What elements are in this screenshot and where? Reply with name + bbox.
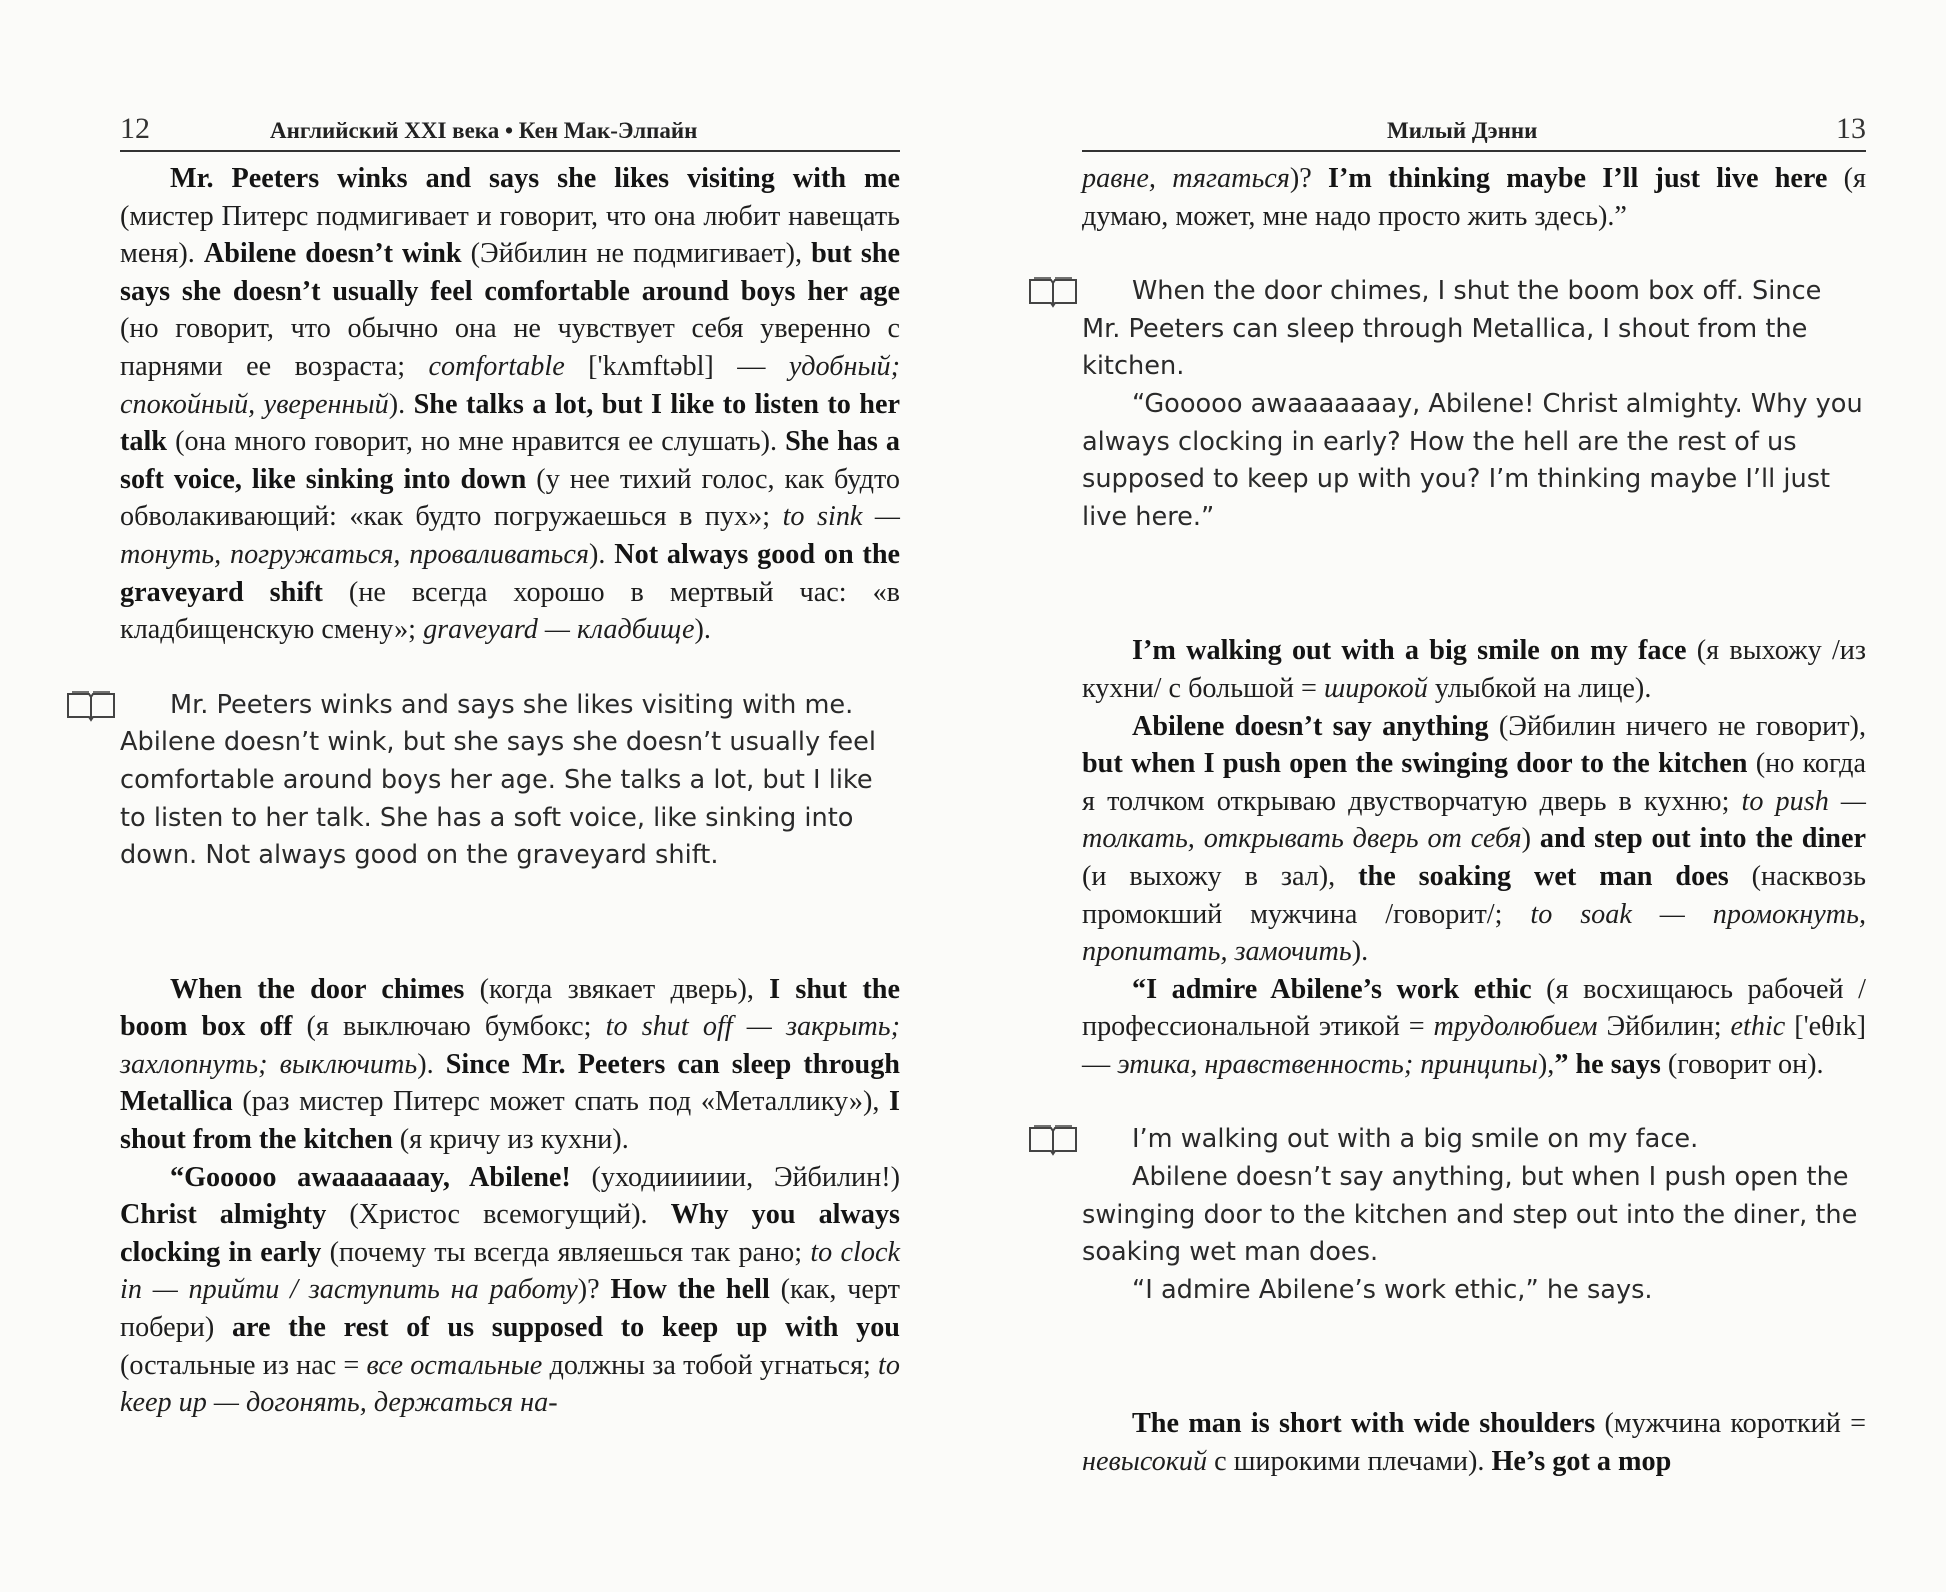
translation-text: (я выключаю бумбокс;: [292, 1011, 606, 1043]
dictionary-note: comfortable: [428, 350, 565, 382]
running-title: Милый Дэнни: [1387, 118, 1538, 143]
annotated-paragraph: [1082, 1405, 1866, 1480]
english-phrase: Since Mr. Peeters can sleep through Metallica: [120, 1048, 900, 1118]
english-phrase: I shut the boom box off: [120, 973, 900, 1043]
plain-text-block: [1082, 1121, 1866, 1309]
translation-text: (остальные из нас =: [120, 1349, 367, 1381]
translation-text: (я думаю, может, мне надо просто жить здесь).”: [1082, 163, 1867, 232]
dictionary-note: ethic: [1730, 1011, 1786, 1043]
english-phrase: “Gooooo awaaaaaaay, Abilene!: [170, 1161, 571, 1193]
dictionary-note: to clock in — прийти / заступить на работу: [120, 1236, 900, 1306]
english-text: Mr. Peeters winks and says she likes visiting with me. Abilene doesn’t wink, but she says she doesn’t usually feel comfortable around boys her age. She talks a lot, but I like to listen to her talk. She has a soft voice, like sinking into down. Not always good on the graveyard shift.: [120, 689, 876, 871]
right-page-header: [1082, 106, 1866, 152]
annotated-text: [120, 971, 900, 1159]
annotated-paragraph: [1082, 160, 1866, 235]
dictionary-note: to shut off — закрыть; захлопнуть; выключить: [120, 1011, 901, 1080]
english-phrase: Abilene doesn’t wink: [203, 238, 462, 270]
annotated-paragraph: [1082, 632, 1866, 1083]
english-phrase: the soaking wet man does: [1358, 860, 1729, 892]
translation-text: ): [1521, 823, 1540, 855]
page-number: 12: [120, 112, 150, 145]
translation-text: (Эйбилин ничего не говорит),: [1488, 710, 1866, 742]
english-text: When the door chimes, I shut the boom box off. Since Mr. Peeters can sleep through Metallica, I shout from the kitchen.: [1082, 276, 1822, 382]
translation-text: (не всегда хорошо в мертвый час: «в кладбищенскую смену»;: [120, 576, 900, 646]
dictionary-note: to soak — промокнуть, пропитать, замочить: [1082, 898, 1866, 968]
dictionary-note: невысокий: [1082, 1446, 1208, 1478]
dictionary-note: to push — толкать, открывать дверь от себя: [1082, 785, 1866, 855]
english-phrase: I’m walking out with a big smile on my face: [1132, 635, 1687, 667]
dictionary-note: graveyard — кладбище: [423, 614, 695, 646]
translation-text: ).: [1351, 936, 1369, 968]
translation-text: (как, черт побери): [120, 1274, 900, 1344]
translation-text: (мужчина короткий =: [1595, 1408, 1866, 1440]
english-phrase: Not always good on the graveyard shift: [120, 538, 901, 608]
dictionary-note: этика, нравственность; принципы: [1117, 1048, 1538, 1080]
annotated-text: [1082, 971, 1866, 1084]
dictionary-note: все остальные: [366, 1349, 543, 1381]
dictionary-note: широкой: [1323, 672, 1428, 704]
open-book-icon: [1027, 1124, 1079, 1156]
english-phrase: She has a soft voice, like sinking into down: [120, 426, 900, 495]
annotated-paragraph: [120, 160, 900, 649]
english-phrase: but she says she doesn’t usually feel comfortable around boys her age: [120, 238, 900, 307]
translation-text: ['eθɪk] —: [1082, 1011, 1866, 1080]
translation-text: ).: [694, 614, 711, 646]
translation-text: (Эйбилин не подмигивает),: [461, 238, 812, 270]
english-text: I’m walking out with a big smile on my face.: [1132, 1124, 1699, 1155]
annotated-text: [1082, 708, 1866, 971]
translation-text: улыбкой на лице).: [1427, 672, 1652, 704]
translation-text: ).: [388, 388, 414, 420]
open-book-icon: [65, 690, 117, 722]
translation-text: (почему ты всегда являешься так рано;: [321, 1236, 811, 1268]
english-text: “Gooooo awaaaaaaay, Abilene! Christ almighty. Why you always clocking in early? How the hell are the rest of us supposed to keep up with you? I’m thinking maybe I’ll just live here.”: [1082, 388, 1863, 532]
plain-text-block: [120, 687, 900, 875]
translation-text: (мистер Питерс подмигивает и говорит, что она любит навещать меня).: [120, 200, 900, 270]
left-page-header: [120, 106, 900, 152]
annotated-paragraph: [120, 971, 900, 1422]
translation-text: (уходииииии, Эйбилин!): [570, 1161, 900, 1193]
translation-text: (но когда я толчком открываю двустворчатую дверь в кухню;: [1082, 748, 1866, 817]
right-page: [1082, 0, 1866, 1592]
translation-text: (она много говорит, но мне нравится ее слушать).: [167, 426, 786, 458]
dictionary-note: удобный; спокойный, уверенный: [120, 350, 901, 420]
running-title: Английский XXI века • Кен Мак-Элпайн: [270, 118, 698, 143]
translation-text: Эйбилин;: [1597, 1011, 1731, 1043]
dictionary-note: to sink — тонуть, погружаться, проваливаться: [120, 501, 900, 570]
annotated-text: [1082, 1405, 1866, 1480]
english-phrase: but when I push open the swinging door to the kitchen: [1082, 748, 1748, 780]
english-phrase: How the hell: [610, 1274, 770, 1306]
right-page-body: [1082, 160, 1866, 1481]
english-phrase: “I admire Abilene’s work ethic: [1132, 973, 1532, 1005]
english-phrase: are the rest of us supposed to keep up with you: [231, 1312, 900, 1344]
translation-text: с широкими плечами).: [1207, 1446, 1492, 1478]
english-phrase: The man is short with wide shoulders: [1132, 1408, 1596, 1440]
translation-text: (но говорит, что обычно она не чувствует себя уверенно с парнями ее возраста;: [120, 313, 900, 382]
translation-text: ).: [417, 1048, 446, 1080]
english-phrase: Christ almighty: [120, 1199, 327, 1231]
translation-text: (Христос всемогущий).: [326, 1199, 671, 1231]
english-text: “I admire Abilene’s work ethic,” he says.: [1132, 1274, 1653, 1305]
translation-text: (я кричу из кухни).: [392, 1124, 629, 1156]
english-phrase: He’s got a mop: [1491, 1446, 1672, 1478]
dictionary-note: равне, тягаться: [1082, 163, 1290, 194]
page-number: 13: [1836, 112, 1866, 145]
english-phrase: ” he says: [1554, 1048, 1661, 1080]
translation-text: )?: [577, 1274, 611, 1306]
annotated-text: [120, 160, 900, 649]
left-page-body: [120, 160, 900, 1422]
translation-text: (насквозь промокший мужчина /говорит/;: [1082, 860, 1866, 930]
left-page: [120, 0, 900, 1592]
english-phrase: When the door chimes: [170, 973, 465, 1005]
dictionary-note: трудолюбием: [1433, 1011, 1598, 1043]
english-phrase: Why you always clocking in early: [120, 1199, 901, 1268]
translation-text: (и выхожу в зал),: [1082, 860, 1359, 892]
dictionary-note: to keep up — догонять, держаться на-: [120, 1349, 900, 1419]
translation-text: (я выхожу /из кухни/ с большой =: [1082, 635, 1866, 704]
translation-text: должны за тобой угнаться;: [542, 1349, 879, 1381]
translation-text: ['kʌmftəbl] —: [564, 350, 789, 382]
english-phrase: I shout from the kitchen: [120, 1086, 900, 1156]
annotated-text: [1082, 160, 1866, 235]
translation-text: ),: [1537, 1048, 1555, 1080]
english-phrase: Abilene doesn’t say anything: [1132, 710, 1489, 742]
annotated-text: [1082, 632, 1866, 707]
translation-text: (раз мистер Питерс может спать под «Металлику»),: [232, 1086, 890, 1118]
translation-text: (когда звякает дверь),: [464, 973, 770, 1005]
translation-text: )?: [1289, 163, 1329, 194]
english-phrase: Mr. Peeters winks and says she likes visiting with me: [170, 163, 900, 194]
english-text: Abilene doesn’t say anything, but when I push open the swinging door to the kitchen and step out into the diner, the soaking wet man does.: [1082, 1162, 1858, 1268]
translation-text: (у нее тихий голос, как будто обволакивающий: «как будто погружаешься в пух»;: [120, 463, 900, 533]
translation-text: ).: [589, 538, 615, 570]
english-phrase: She talks a lot, but I like to listen to her talk: [120, 388, 900, 458]
plain-text-block: [1082, 273, 1866, 536]
annotated-text: [120, 1159, 900, 1422]
translation-text: (говорит он).: [1660, 1048, 1824, 1080]
english-phrase: and step out into the diner: [1539, 823, 1866, 855]
translation-text: (я восхищаюсь рабочей / профессиональной этикой =: [1082, 973, 1866, 1043]
open-book-icon: [1027, 276, 1079, 308]
english-phrase: I’m thinking maybe I’ll just live here: [1328, 163, 1828, 194]
